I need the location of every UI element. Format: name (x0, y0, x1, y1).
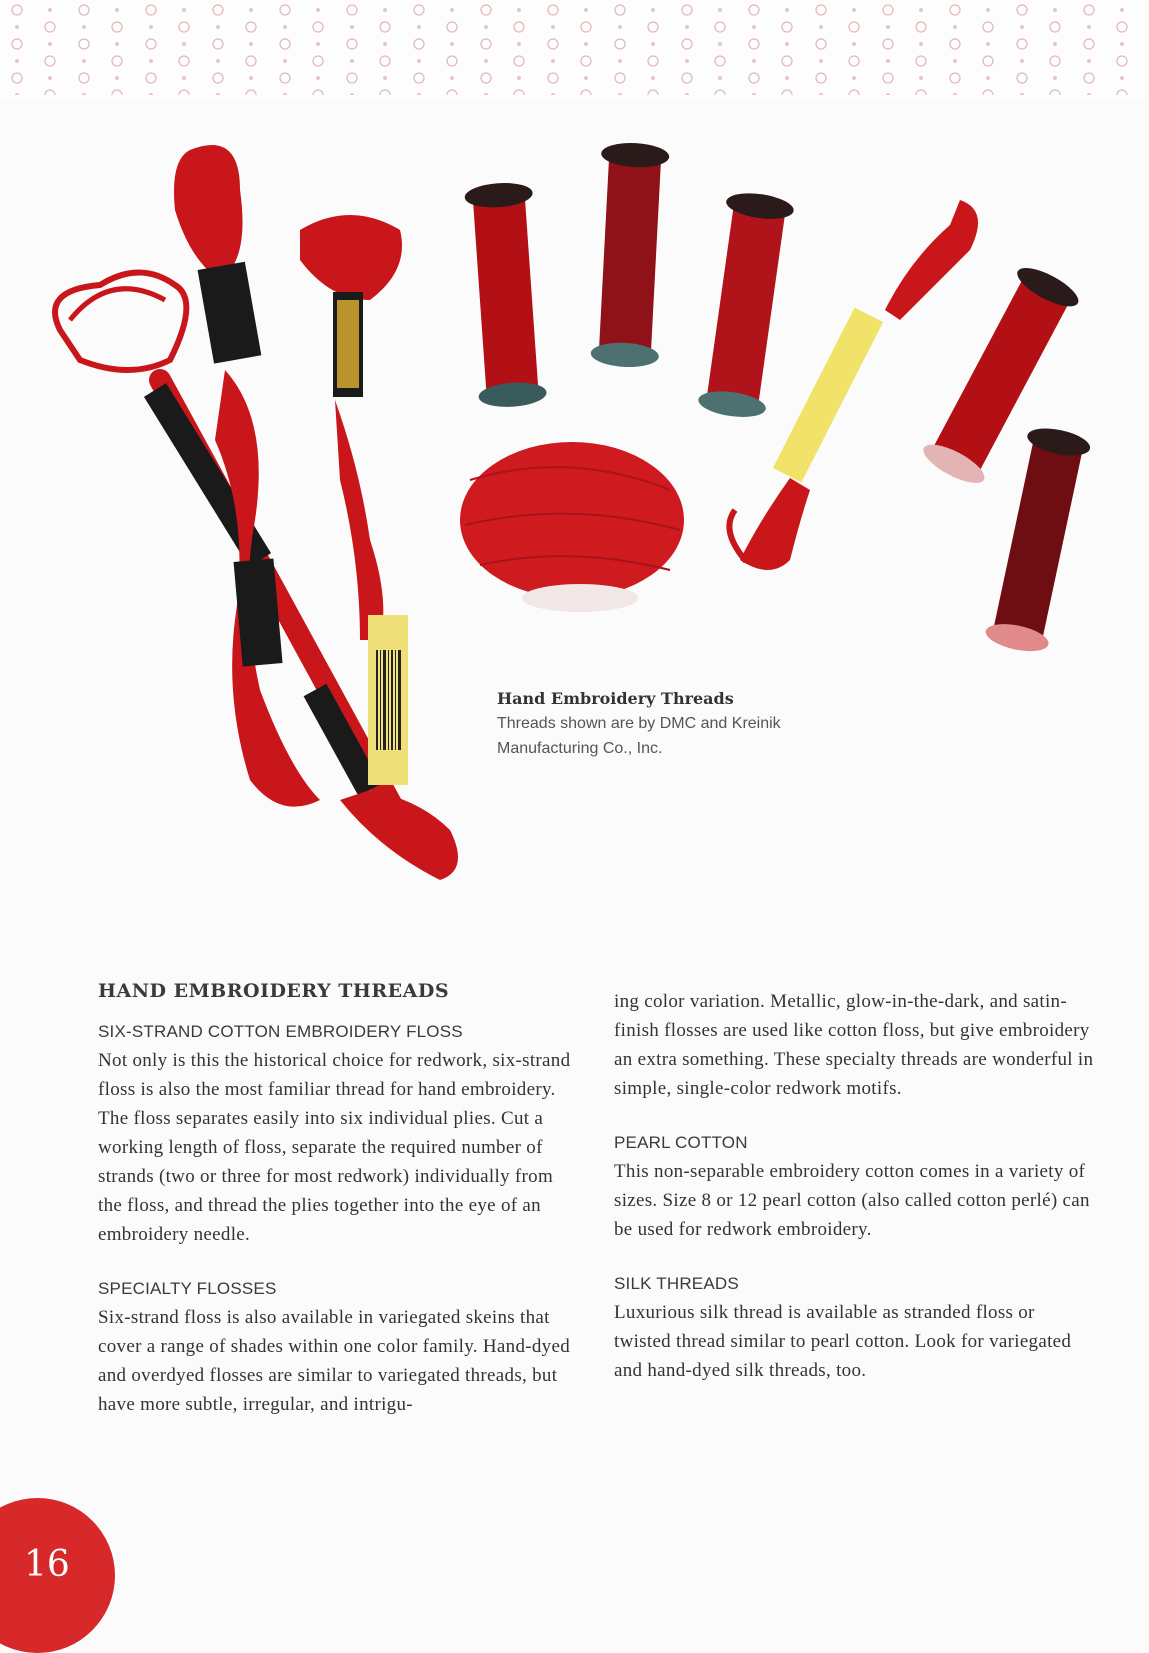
photo-caption (497, 686, 797, 761)
caption-title: Hand Embroidery Threads (497, 689, 734, 708)
right-column (614, 987, 1094, 1415)
left-column (98, 980, 578, 1449)
decorative-dot-border (0, 0, 1149, 100)
body-six-strand: Not only is this the historical choice for redwork, six-strand floss is also the most familiar thread for hand embroidery. The floss separates easily into six individual plies. Cut a working length of floss, separate the required number of strands (two or three for most redwork) individually from the floss, and thread the plies together into the eye of an embroidery needle. (98, 1050, 571, 1245)
body-specialty-flosses: Six-strand floss is also available in variegated skeins that cover a range of shades within one color family. Hand-dyed and overdyed flosses are similar to variegated threads, but have more subtle, irregular, and intrigu- (98, 1307, 571, 1415)
subhead-pearl-cotton: PEARL COTTON (614, 1133, 748, 1152)
embroidery-threads-photo (0, 120, 1149, 920)
page-number: 16 (24, 1544, 70, 1585)
subhead-silk-threads: SILK THREADS (614, 1274, 739, 1293)
subhead-six-strand: SIX-STRAND COTTON EMBROIDERY FLOSS (98, 1022, 463, 1041)
body-continuation: ing color variation. Metallic, glow-in-the-dark, and satin-finish flosses are used like cotton floss, but give embroidery an extra something. These specialty threads are wonderful in simple, single-color redwork motifs. (614, 991, 1094, 1099)
pearl-cotton-ball (460, 442, 684, 612)
subhead-specialty-flosses: SPECIALTY FLOSSES (98, 1279, 277, 1298)
body-silk-threads: Luxurious silk thread is available as stranded floss or twisted thread similar to pearl cotton. Look for variegated and hand-dyed silk threads, too. (614, 1302, 1072, 1381)
caption-text: Threads shown are by DMC and Kreinik Manufacturing Co., Inc. (497, 715, 781, 757)
body-pearl-cotton: This non-separable embroidery cotton comes in a variety of sizes. Size 8 or 12 pearl cotton (also called cotton perlé) can be used for redwork embroidery. (614, 1161, 1090, 1240)
section-heading: HAND EMBROIDERY THREADS (98, 980, 450, 1002)
